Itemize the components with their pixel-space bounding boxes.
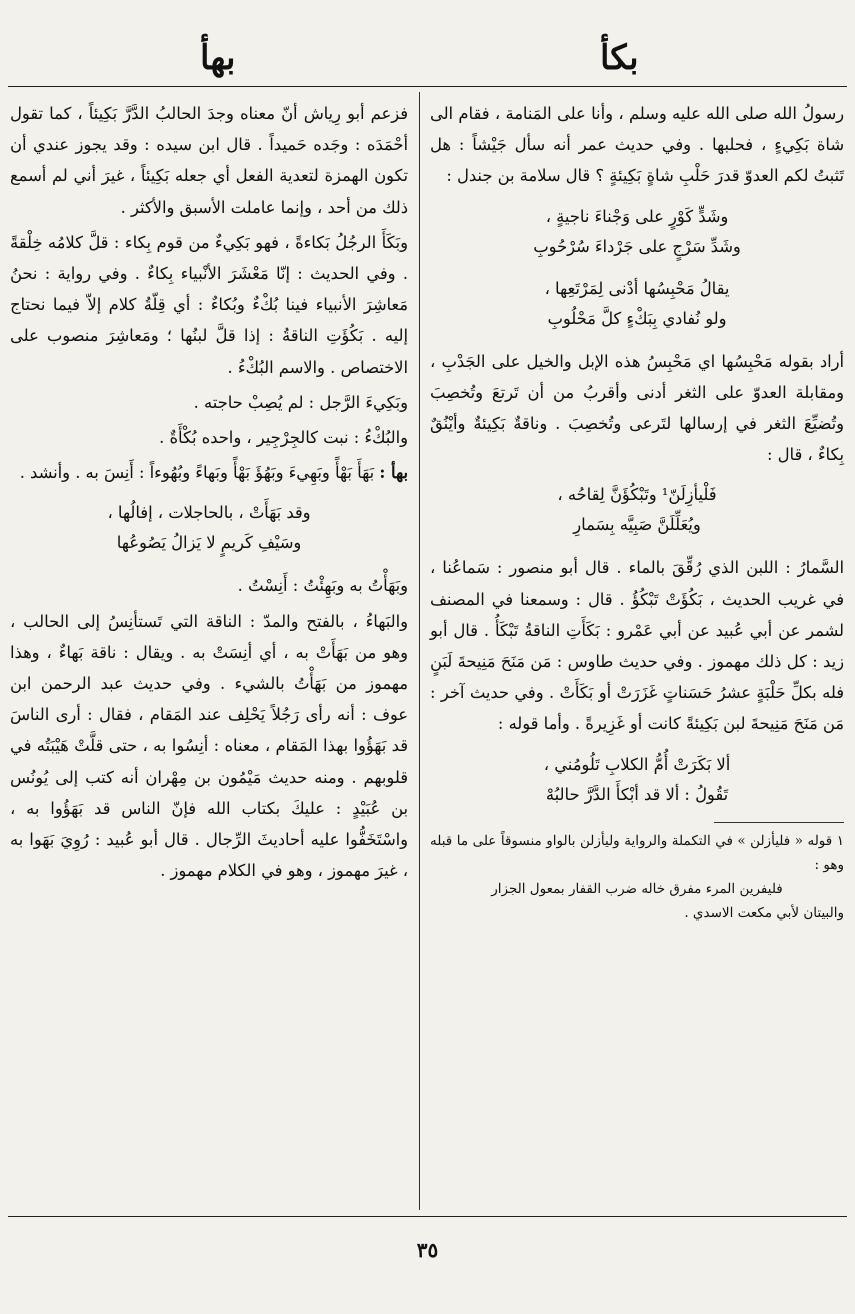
paragraph: فزعم أبو رِياش أنّ معناه وجدَ الحالبُ الدَّرَّ بَكِيئاً ، كما تقول أحْمَدَه : وجَده حَميداً . قال ابن سيده : وقد يجوز عندي أن تكون الهمزة لتعدية الفعل أي جعله بَكِيئاً ، غيرَ أني لم أسمع ذلك من أحد ، وإنما عاملت الأسبق والأكثر .: [10, 104, 408, 217]
entry-headword: بهأ :: [379, 463, 408, 483]
left-column: [10, 98, 408, 890]
paragraph: رسولُ الله صلى الله عليه وسلم ، وأنا على المَنامة ، فقام الى شاة بَكِيءٍ ، فحلبها . وفي حديث عمر أنه سأل جَيْشاً : هل تَثبتُ لكم العدوّ قدرَ حَلْبِ شاةٍ بَكِيئةٍ ؟ قال سلامة بن جندل :: [430, 104, 844, 186]
verse-line: ويُعَلِّلَنَّ صَبِيَّه بِسَمارِ: [573, 515, 701, 535]
verse-line: ولو نُفادي بِبَكْءٍ كلَّ مَحْلُوبِ: [547, 308, 727, 328]
paragraph: وبَكِيءَ الرَّجل : لم يُصِبْ حاجته .: [193, 392, 408, 412]
verse: [10, 498, 408, 558]
paragraph: وبَكَأَ الرجُلُ بَكاءةً ، فهو بَكِيءٌ من قوم بِكاء : قلَّ كلامُه خِلْقةً . وفي الحديث : إنّا مَعْشَرَ الأنْبياء بِكاءٌ . وفي رواية : نحنُ مَعاشِرَ الأنبياء فينا بُكْءٌ وبُكاءٌ : أي قِلّةُ كلام إلاّ فيما نحتاج إليه . بَكُؤَتِ الناقةُ : إذا قلَّ لبنُها ؛ ومَعاشِرَ منصوب على الاختصاص . والاسم البُكْءُ .: [10, 232, 408, 377]
paragraph: والبَهاءُ ، بالفتح والمدّ : الناقة التي تَستأنِسُ إلى الحالب ، وهو من بَهَأَتْ به ، أي أنِسَتْ به . ويقال : ناقة بَهاءٌ ، وهذا مهموز من بَهَأْتُ بالشيء . وفي حديث عبد الرحمن ابن عوف : أنه رأى رَجُلاً يَحْلِف عند المَقام ، فقال : أرى الناسَ قد بَهَؤُوا بهذا المَقام ، معناه : أنِسُوا به ، حتى قلَّتْ هَيْبَتُه في قلوبهم . ومنه حديث مَيْمُون بن مِهْران أنه كتب إلى يُونُس بن عُبَيْدٍ : عليكَ بكتاب الله فإنّ الناس قد بَهَؤُوا به ، واسْتَخَفُّوا عليه أحاديثَ الرِّجال . قال أبو عُبيد : رُوِيَ بَهَوا به ، غيرَ مهموز ، وهو في الكلام مهموز .: [10, 611, 408, 881]
bottom-rule: [8, 1216, 847, 1217]
paragraph: السَّمارُ : اللبن الذي رُقِّقَ بالماء . قال أبو منصور : سَماعُنا ، في غريب الحديث ، بَكُؤَتْ تَبْكُؤُ . قال : وسمعنا في المصنف لشمر عن أبي عُبيد عن أبي عَمْرو : بَكَأَتِ الناقةُ تَبْكَأُ . قال أبو زيد : كل ذلك مهموز . وفي حديث طاوس : مَن مَنَحَ مَنِيحةَ لَبَنٍ فله بكلِّ حَلْبَةٍ عشرُ حَسَناتٍ غَزَرَتْ أو بَكَأَتْ . وفي حديث آخر : مَن مَنَحَ مَنِيحةَ لبن بَكِيئةً كانت أو غَزِيرةً . وأما قوله :: [430, 558, 844, 734]
footnote-text: ١ قوله « فليأزلن » في التكملة والرواية وليأزلن بالواو منسوقاً على ما قبله وهو :: [430, 832, 844, 873]
paragraph: أراد بقوله مَحْبِسُها اي مَحْبِسُ هذه الإبل والخيل على الجَدْبِ ، ومقابلة العدوّ على الثغر أدنى وأقربُ من أن تَرتعَ وتُخصِبَ وتُضيِّعَ الثغر في إرسالها لتَرعى وتُخصِبَ . وناقةٌ بَكِيئةٌ وأيْنُقٌ بِكاءٌ ، قال :: [430, 351, 844, 465]
verse-line: وشَدٍّ كَوْرٍ على وَجْناءَ ناجيةٍ ،: [545, 206, 729, 226]
verse-line: ألا بَكَرَتْ أُمُّ الكلابِ تَلُومُني ،: [543, 754, 731, 774]
entry-paragraph: [10, 457, 408, 488]
paragraph: والبُكْءُ : نبت كالجِرْجِير ، واحده بُكْأَةٌ .: [159, 428, 408, 448]
entry-text: بَهَأَ بَهْأً وبَهِيءَ وبَهُؤَ بَهْأً وبَهاءً وبُهُوءاً : أَنِسَ به . وأنشد .: [19, 463, 375, 483]
verse: [430, 202, 844, 262]
verse-line: فَلْيأزِلَنّ¹ وتَبْكُؤَنَّ لِقاحُه ،: [557, 485, 717, 505]
verse-line: وشَدِّ سَرْجٍ على جَرْداءَ سُرْحُوبِ: [533, 236, 741, 256]
verse-line: تَقُولُ : ألا قد أبْكأَ الدَّرَّ حالبُهْ: [545, 784, 729, 804]
column-divider: [419, 92, 420, 1210]
footnote-rule: [714, 822, 844, 823]
footnote: [430, 829, 844, 925]
verse: [430, 750, 844, 810]
verse: [430, 480, 844, 540]
top-rule: [8, 86, 847, 87]
paragraph: وبَهَأْتُ به وبَهِئْتُ : أَنِسْتُ .: [237, 576, 408, 596]
footnote-text: والبيتان لأبي مكعت الاسدي .: [684, 904, 844, 921]
header-entry-left: بهأ: [200, 38, 236, 78]
header-entry-right: بكأ: [600, 38, 639, 78]
verse-line: وقد بَهَأَتْ ، بالحاجلات ، إفالُها ،: [107, 503, 311, 523]
verse-line: وسَيْفِ كَريمٍ لا يَزالُ يَصُوعُها: [116, 533, 302, 553]
page-number: ٣٥: [416, 1238, 439, 1262]
footnote-verse: فليفرين المرء مفرق خاله ضرب القفار بمعول الجزار: [491, 880, 783, 897]
verse: [430, 274, 844, 334]
right-column: [430, 98, 844, 925]
verse-line: يقالُ مَحْبِسُها أدْنى لِمَرْتَعِها ،: [544, 278, 730, 298]
